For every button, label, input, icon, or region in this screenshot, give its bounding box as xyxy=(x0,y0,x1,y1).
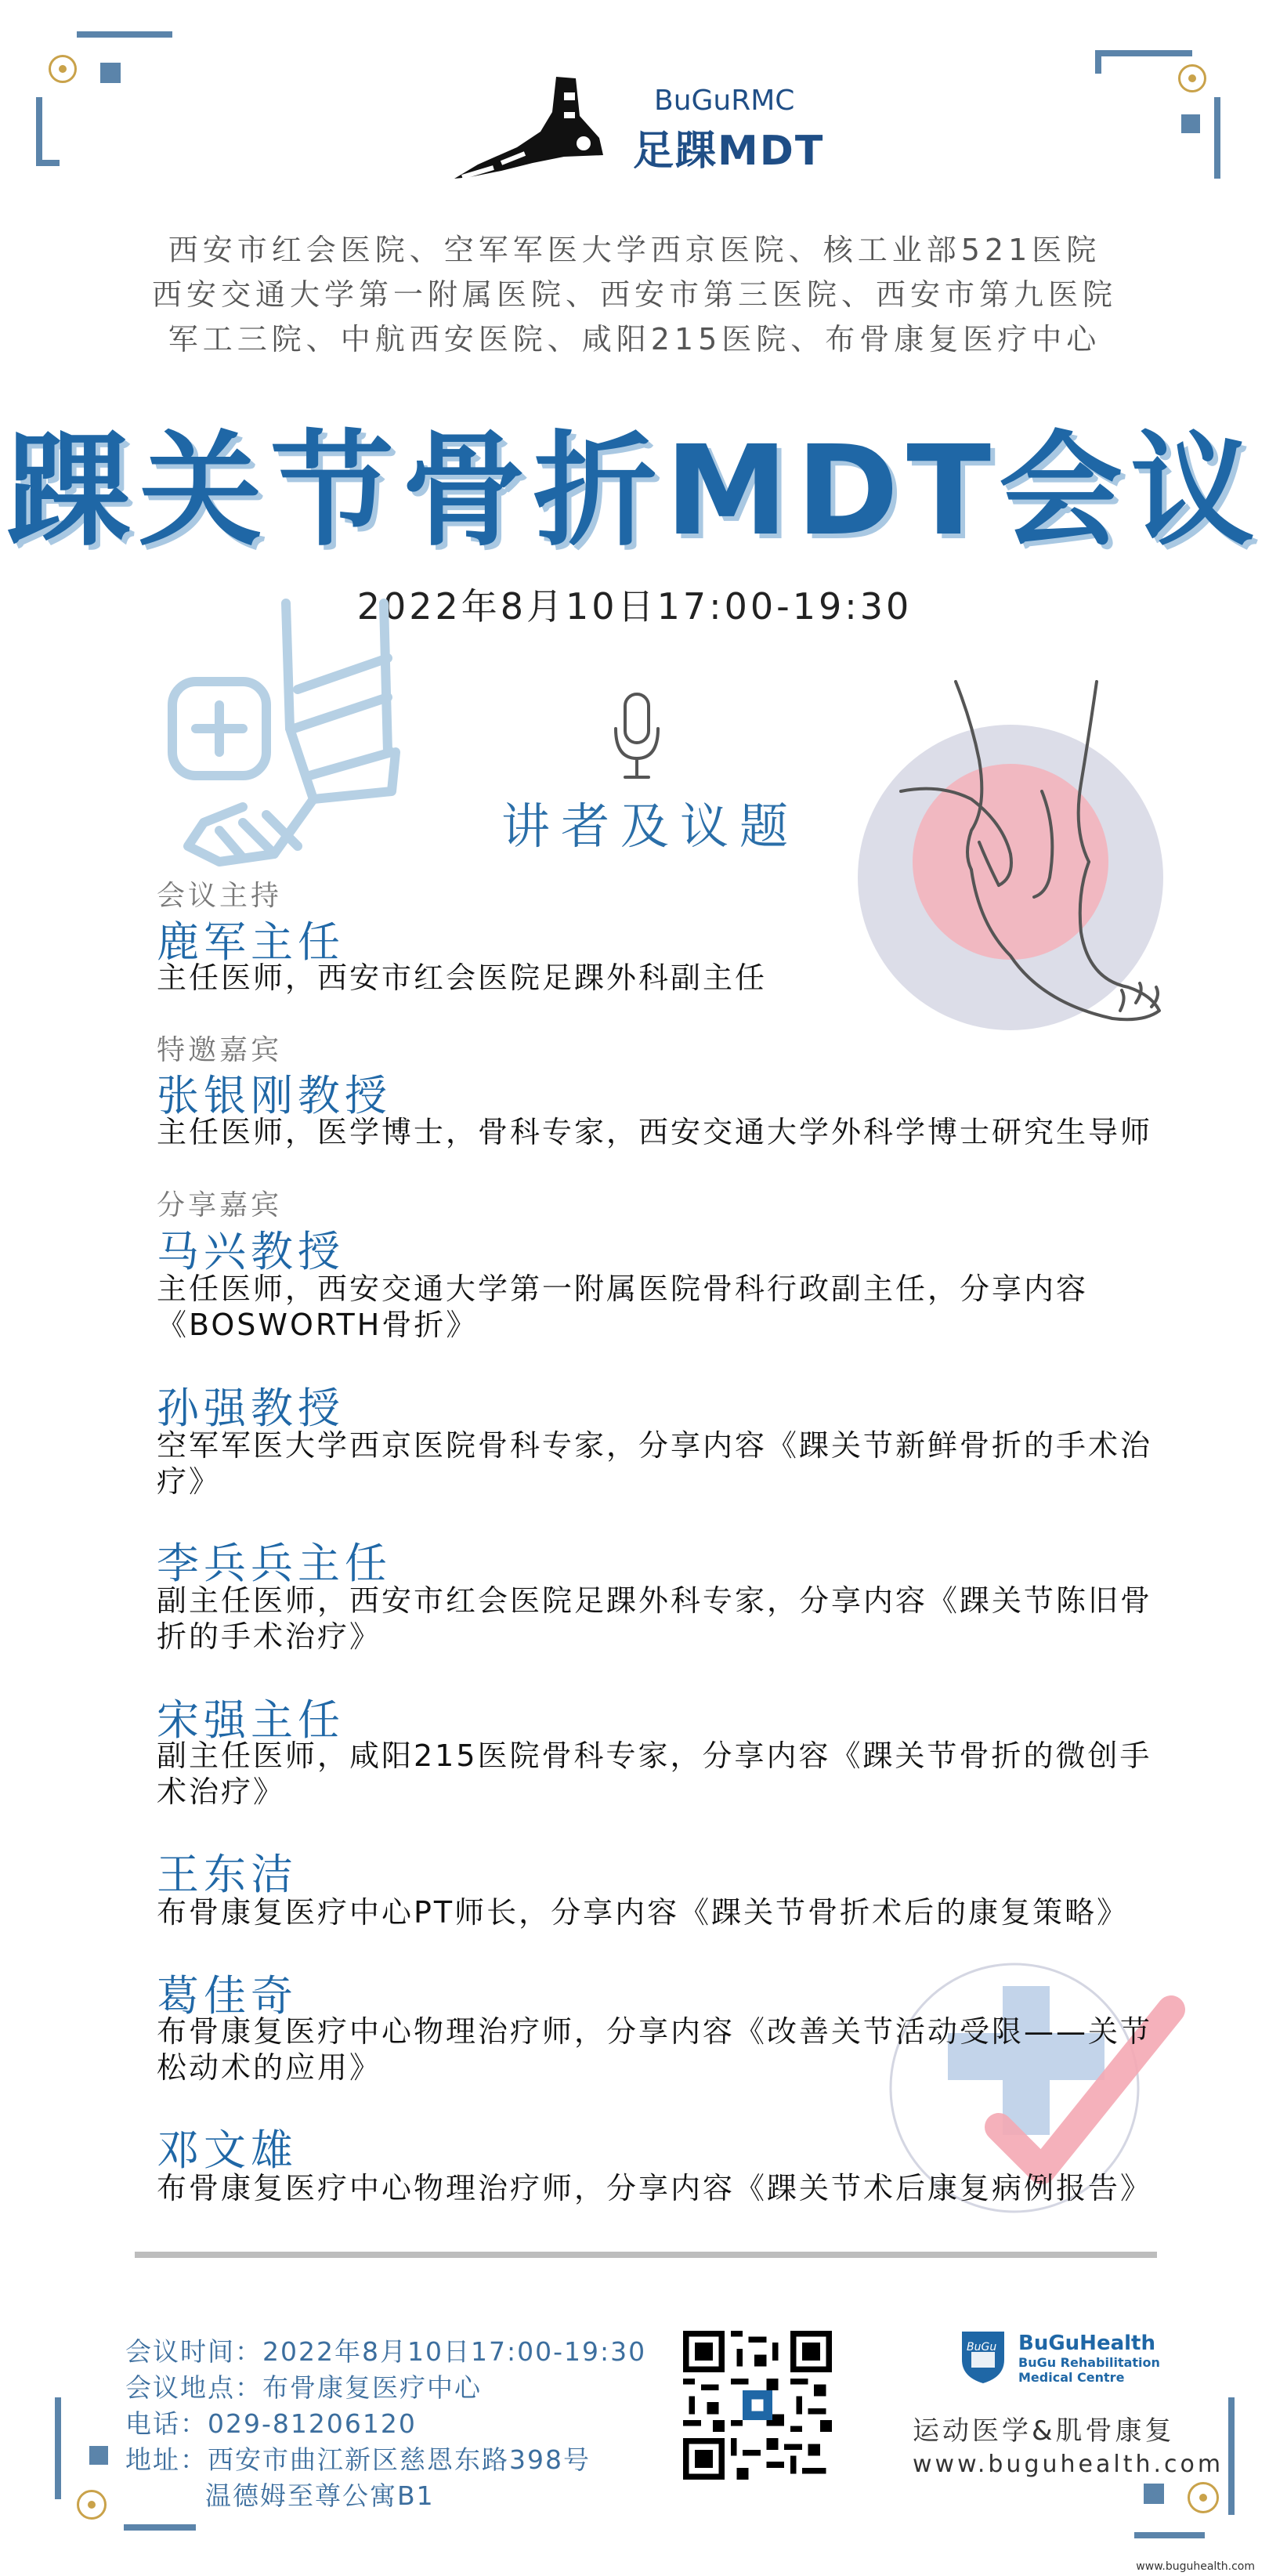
speaker-name: 孙强教授 xyxy=(157,1384,345,1433)
corner-frame-bottom-left xyxy=(124,2524,196,2531)
hospital-list-line: 西安市红会医院、空军军医大学西京医院、核工业部521医院 xyxy=(168,233,1101,267)
speaker-description: 主任医师，西安交通大学第一附属医院骨科行政副主任，分享内容《BOSWORTH骨折》 xyxy=(157,1272,1089,1342)
page-title: 踝关节骨折MDT会议 xyxy=(6,419,1263,563)
microphone-icon xyxy=(609,689,664,783)
speaker-name: 李兵兵主任 xyxy=(157,1539,392,1588)
speaker-name: 马兴教授 xyxy=(157,1227,345,1276)
brand-name: BuGuHealth xyxy=(1018,2332,1155,2355)
foot-logo-icon xyxy=(446,69,634,186)
logo-name-cn: 足踝MDT xyxy=(633,128,825,175)
speaker-description: 主任医师，医学博士，骨科专家，西安交通大学外科学博士研究生导师 xyxy=(157,1115,1153,1149)
ring-icon xyxy=(77,2490,107,2520)
square-icon xyxy=(1144,2484,1164,2504)
speaker-name: 王东洁 xyxy=(157,1850,298,1899)
watermark: www.buguhealth.com xyxy=(1136,2560,1255,2573)
bandaged-ankle-icon xyxy=(157,595,415,893)
logo-name-en: BuGuRMC xyxy=(654,85,795,117)
corner-frame-top-left xyxy=(36,97,42,166)
ring-icon xyxy=(1188,2482,1219,2513)
info-address: 地址：西安市曲江新区慈恩东路398号 xyxy=(125,2444,591,2475)
info-location: 会议地点：布骨康复医疗中心 xyxy=(125,2372,482,2403)
speaker-name: 张银刚教授 xyxy=(157,1071,392,1120)
brand-slogan: 运动医学&肌骨康复 xyxy=(913,2415,1175,2447)
ring-icon xyxy=(49,55,77,83)
speaker-name: 葛佳奇 xyxy=(157,1971,298,2021)
bugu-badge-text: BuGu xyxy=(967,2341,997,2353)
corner-frame-top-right xyxy=(1214,97,1220,179)
square-icon xyxy=(1181,114,1200,133)
corner-frame-bottom-right xyxy=(1134,2532,1205,2538)
brand-website[interactable]: www.buguhealth.com xyxy=(913,2451,1224,2478)
speaker-name: 宋强主任 xyxy=(157,1695,345,1745)
host-label: 会议主持 xyxy=(157,880,283,912)
speaker-description: 布骨康复医疗中心物理治疗师，分享内容《改善关节活动受限——关节松动术的应用》 xyxy=(157,2014,1153,2085)
ring-icon xyxy=(1178,64,1206,92)
speaker-name: 邓文雄 xyxy=(157,2126,298,2175)
corner-frame-top-left xyxy=(77,31,172,38)
info-address-detail: 温德姆至尊公寓B1 xyxy=(205,2480,435,2511)
speakers-heading: 讲者及议题 xyxy=(501,798,800,855)
meeting-datetime: 2022年8月10日17:00-19:30 xyxy=(356,585,913,628)
brand-subtitle: Medical Centre xyxy=(1018,2370,1125,2385)
info-phone: 电话：029-81206120 xyxy=(125,2408,417,2439)
share-label: 分享嘉宾 xyxy=(157,1189,283,1221)
square-icon xyxy=(89,2446,108,2465)
square-icon xyxy=(100,63,121,83)
guest-label: 特邀嘉宾 xyxy=(157,1034,283,1066)
brand-subtitle: BuGu Rehabilitation xyxy=(1018,2355,1160,2370)
bugu-shield-icon xyxy=(957,2328,1009,2386)
corner-frame-top-left xyxy=(36,160,60,166)
speaker-name: 鹿军主任 xyxy=(157,917,345,967)
speaker-description: 副主任医师，西安市红会医院足踝外科专家，分享内容《踝关节陈旧骨折的手术治疗》 xyxy=(157,1583,1153,1654)
corner-frame-bottom-right xyxy=(1228,2397,1235,2515)
speaker-description: 布骨康复医疗中心PT师长，分享内容《踝关节骨折术后的康复策略》 xyxy=(157,1895,1130,1930)
speaker-description: 空军军医大学西京医院骨科专家，分享内容《踝关节新鲜骨折的手术治疗》 xyxy=(157,1428,1153,1499)
corner-frame-bottom-left xyxy=(55,2397,61,2499)
speaker-description: 布骨康复医疗中心物理治疗师，分享内容《踝关节术后康复病例报告》 xyxy=(157,2171,1153,2205)
corner-frame-top-right xyxy=(1095,50,1192,56)
divider xyxy=(135,2252,1157,2258)
info-time: 会议时间：2022年8月10日17:00-19:30 xyxy=(125,2336,647,2367)
speaker-description: 主任医师，西安市红会医院足踝外科副主任 xyxy=(157,961,768,995)
speaker-description: 副主任医师，咸阳215医院骨科专家，分享内容《踝关节骨折的微创手术治疗》 xyxy=(157,1738,1152,1809)
corner-frame-top-right xyxy=(1095,50,1101,74)
hospital-list-line: 军工三院、中航西安医院、咸阳215医院、布骨康复医疗中心 xyxy=(168,322,1101,356)
qr-code[interactable] xyxy=(683,2331,832,2480)
foot-pain-illustration xyxy=(854,674,1191,1065)
hospital-list-line: 西安交通大学第一附属医院、西安市第三医院、西安市第九医院 xyxy=(151,277,1117,312)
